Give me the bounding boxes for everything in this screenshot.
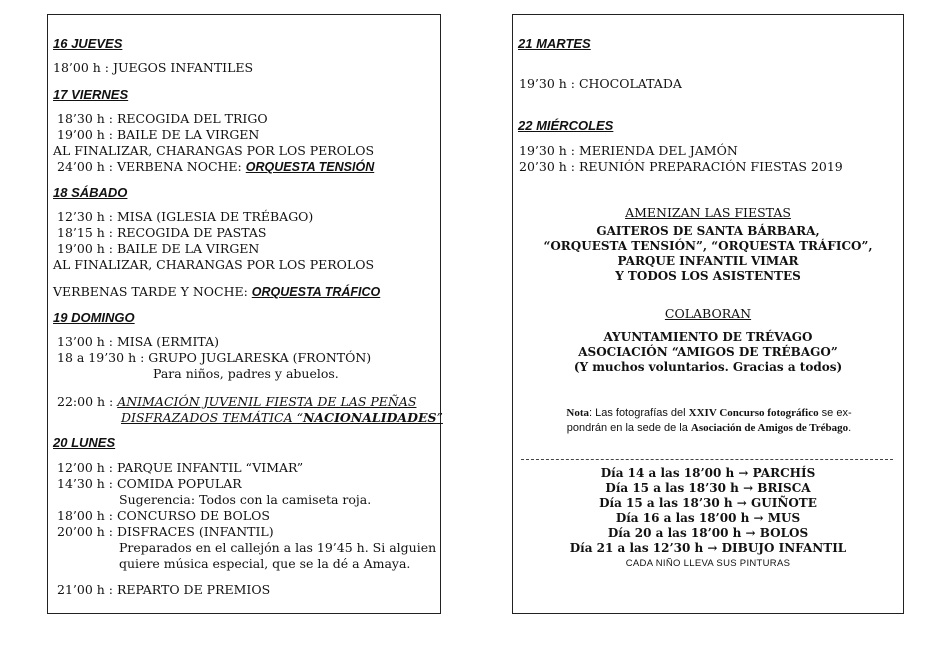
event-time: 22:00 h : [57, 394, 118, 409]
activity-theme-name: NACIONALIDADES [303, 410, 437, 425]
note-text: . [848, 422, 852, 434]
event-line: AL FINALIZAR, CHARANGAS POR LOS PEROLOS [53, 143, 375, 158]
day-heading-18: 18 SÁBADO [53, 185, 128, 200]
note-association-name: Asociación de Amigos de Trébago [690, 422, 849, 434]
activity-theme-quote: ” [436, 410, 443, 425]
orchestra-name: ORQUESTA TRÁFICO [251, 285, 381, 299]
note-contest-name: XXIV Concurso fotográfico [688, 407, 819, 419]
note-label: Nota [566, 407, 589, 419]
note-text: se ex- [818, 407, 852, 419]
tournament-line: Día 20 a las 18’00 h → BOLOS [607, 526, 809, 540]
day-heading-22: 22 MIÉRCOLES [518, 118, 614, 133]
sponsor-line: ASOCIACIÓN “AMIGOS DE TRÉBAGO” [578, 345, 838, 359]
event-line: 19’30 h : MERIENDA DEL JAMÓN [519, 143, 738, 158]
day-heading-16: 16 JUEVES [53, 36, 123, 51]
sponsor-line: AYUNTAMIENTO DE TRÉVAGO [603, 330, 813, 344]
performer-line: GAITEROS DE SANTA BÁRBARA, [596, 224, 820, 238]
event-line: 19’30 h : CHOCOLATADA [519, 76, 682, 91]
event-line: 18’15 h : RECOGIDA DE PASTAS [57, 225, 267, 240]
event-note: quiere música especial, que se la dé a Amaya. [119, 556, 411, 571]
activity-theme: DISFRAZADOS TEMÁTICA “ [121, 410, 303, 425]
event-line: 18’00 h : CONCURSO DE BOLOS [57, 508, 270, 523]
left-panel [47, 14, 441, 614]
tournament-line: Día 15 a las 18’30 h → GUIÑOTE [599, 496, 817, 510]
event-line: 21’00 h : REPARTO DE PREMIOS [57, 582, 271, 597]
event-line: 12’00 h : PARQUE INFANTIL “VIMAR” [57, 460, 304, 475]
event-line [57, 159, 374, 175]
dashed-divider [521, 459, 893, 460]
event-line: 14’30 h : COMIDA POPULAR [57, 476, 242, 491]
event-line [57, 394, 416, 409]
day-heading-17: 17 VIERNES [53, 87, 129, 102]
event-line: 18 a 19’30 h : GRUPO JUGLARESKA (FRONTÓN) [57, 350, 372, 365]
day-heading-19: 19 DOMINGO [53, 310, 135, 325]
drawing-note: CADA NIÑO LLEVA SUS PINTURAS [625, 558, 791, 569]
tournament-line: Día 14 a las 18’00 h → PARCHÍS [600, 466, 816, 480]
activity-name: ANIMACIÓN JUVENIL FIESTA DE LAS PEÑAS [117, 394, 417, 409]
event-line: 12’30 h : MISA (IGLESIA DE TRÉBAGO) [57, 209, 314, 224]
sponsor-line: (Y muchos voluntarios. Gracias a todos) [573, 360, 843, 374]
day-heading-21: 21 MARTES [518, 36, 591, 51]
performer-line: “ORQUESTA TENSIÓN”, “ORQUESTA TRÁFICO”, [543, 239, 873, 253]
photo-contest-note [523, 406, 895, 436]
event-line [53, 284, 380, 300]
event-line: 20’00 h : DISFRACES (INFANTIL) [57, 524, 274, 539]
event-line: 18’00 h : JUEGOS INFANTILES [53, 60, 254, 75]
colaboran-heading: COLABORAN [664, 306, 752, 321]
event-line [121, 410, 443, 425]
tournament-line: Día 15 a las 18’30 h → BRISCA [605, 481, 811, 495]
note-text: : Las fotografías del [588, 407, 689, 419]
event-line: 19’00 h : BAILE DE LA VIRGEN [57, 127, 260, 142]
note-text: pondrán en la sede de la [566, 422, 691, 434]
event-line: 18’30 h : RECOGIDA DEL TRIGO [57, 111, 268, 126]
right-panel [512, 14, 904, 614]
amenizan-heading: AMENIZAN LAS FIESTAS [625, 205, 791, 220]
performer-line: PARQUE INFANTIL VIMAR [617, 254, 799, 268]
tournament-line: Día 16 a las 18’00 h → MUS [615, 511, 801, 525]
event-time: 24’00 h : VERBENA NOCHE: [57, 159, 246, 174]
performer-line: Y TODOS LOS ASISTENTES [615, 269, 801, 283]
event-note: Para niños, padres y abuelos. [153, 366, 339, 381]
event-note: Preparados en el callejón a las 19’45 h. Si alguien [119, 540, 437, 555]
event-line: 20’30 h : REUNIÓN PREPARACIÓN FIESTAS 2019 [519, 159, 843, 174]
event-line: 13’00 h : MISA (ERMITA) [57, 334, 219, 349]
event-line: AL FINALIZAR, CHARANGAS POR LOS PEROLOS [53, 257, 375, 272]
day-heading-20: 20 LUNES [53, 435, 116, 450]
event-note: Sugerencia: Todos con la camiseta roja. [119, 492, 372, 507]
orchestra-name: ORQUESTA TENSIÓN [245, 160, 375, 174]
tournament-line: Día 21 a las 12’30 h → DIBUJO INFANTIL [569, 541, 847, 555]
event-time: VERBENAS TARDE Y NOCHE: [53, 284, 252, 299]
event-line: 19’00 h : BAILE DE LA VIRGEN [57, 241, 260, 256]
